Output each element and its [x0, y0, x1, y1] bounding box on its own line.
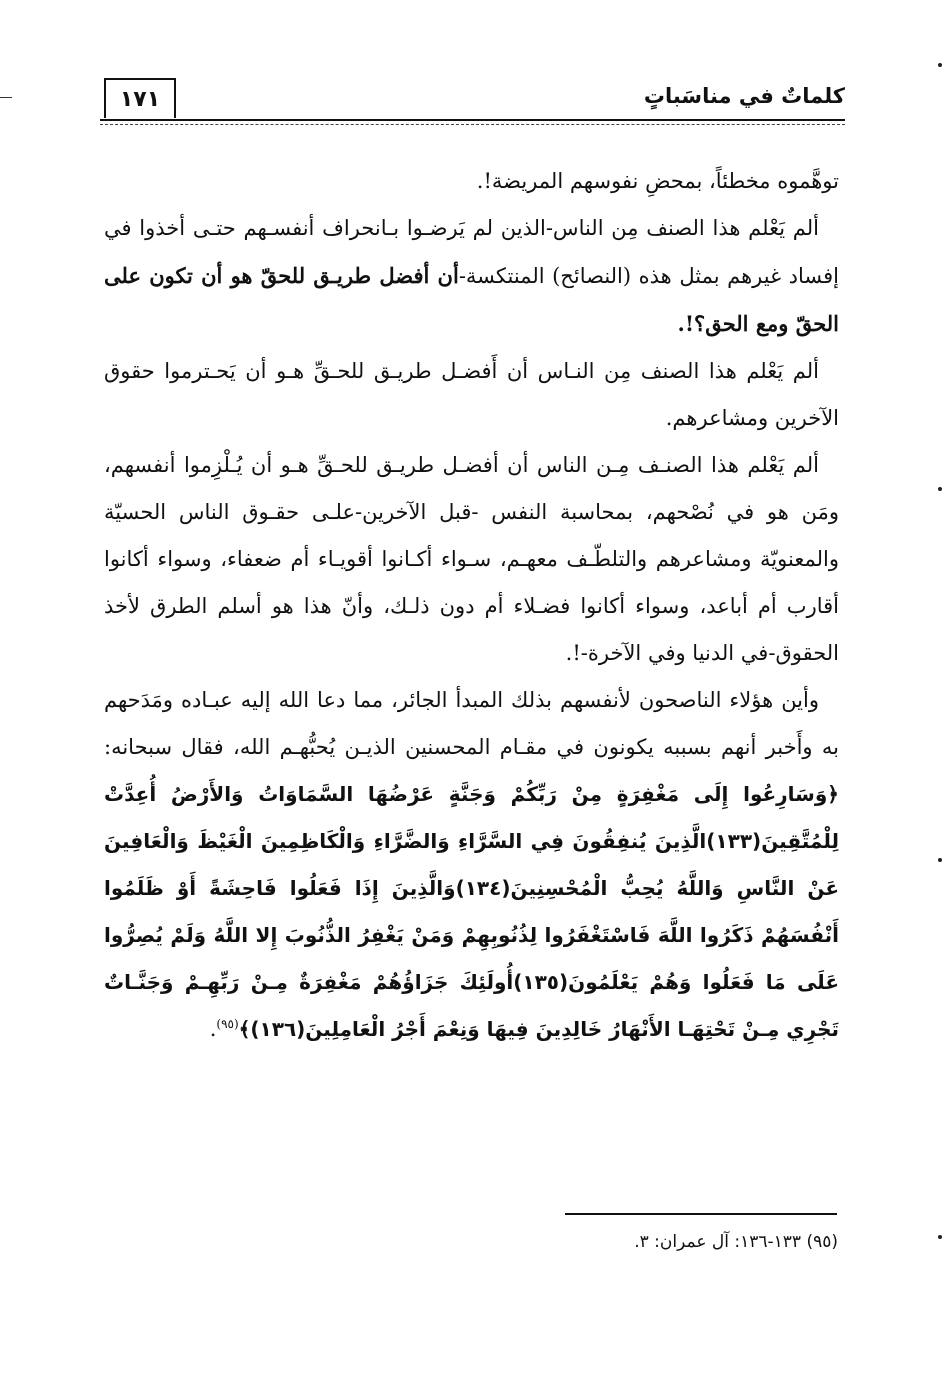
paragraph-5-end: . [209, 1017, 217, 1041]
paragraph-4: ألم يَعْلم هذا الصنـف مِـن الناس أن أفضـل طريـق للحـقِّ هـو أن يُـلْزِموا أنفسهم، ومَن هو في نُصْحهم، بمحاسبة النفس -قبل الآخرين-علـى حقـوق الناس الحسيّة والمعنويّة ومشاعرهم والتلطّـف معهـم، سـواء أكـانوا أقويـاء أم ضعفاء، وسواء أكانوا أقارب أم أباعد، وسواء أكانوا فضـلاء أم دون ذلـك، وأنّ هذا هو أسلم الطرق لأخذ الحقوق-في الدنيا وفي الآخرة-!. [104, 453, 839, 665]
scan-margin-mark [0, 97, 12, 98]
paragraph-2-bold: أن أفضل طريـق للحقّ هو أن تكون على الحقّ ومع الحق؟!. [104, 263, 839, 336]
scan-speck [938, 858, 942, 862]
footnote-reference[interactable]: (٩٥) [216, 1017, 239, 1031]
page-number: ١٧١ [104, 78, 176, 118]
paragraph-1: توهَّموه مخطئاً، بمحضِ نفوسهم المريضة!. [476, 169, 839, 193]
paragraph-2-text: ألم يَعْلم هذا الصنف مِن الناس-الذين لم يَرضـوا بـانحراف أنفسـهم حتـى أخذوا في إفساد غيرهم بمثل هذه (النصائح) المنتكسة- [104, 216, 840, 288]
page-header [100, 70, 845, 130]
header-rule-dashed [100, 124, 845, 125]
footnote: (٩٥) ١٣٣-١٣٦: آل عمران: ٣. [634, 1232, 838, 1252]
body-text [104, 158, 839, 1053]
scan-speck [938, 487, 942, 491]
header-rule [100, 119, 845, 121]
paragraph-5-text: وأين هؤلاء الناصحون لأنفسهم بذلك المبدأ الجائر، مما دعا الله إليه عبـاده ومَدَحهم به وأَخبر أنهم بسببه يكونون في مقـام المحسنين الذيـن يُحبُّهـم الله، فقال سبحانه: [104, 688, 839, 759]
quran-verse: ﴿وَسَارِعُوا إِلَى مَغْفِرَةٍ مِنْ رَبِّكُمْ وَجَنَّةٍ عَرْضُهَا السَّمَاوَاتُ وَالأَرْضُ أُعِدَّتْ لِلْمُتَّقِينَ(١٣٣)الَّذِينَ يُنفِقُونَ فِي السَّرَّاءِ وَالضَّرَّاءِ وَالْكَاظِمِينَ الْغَيْظَ وَالْعَافِينَ عَنْ النَّاسِ وَاللَّهُ يُحِبُّ الْمُحْسِنِينَ(١٣٤)وَالَّذِينَ إِذَا فَعَلُوا فَاحِشَةً أَوْ ظَلَمُوا أَنْفُسَهُمْ ذَكَرُوا اللَّهَ فَاسْتَغْفَرُوا لِذُنُوبِهِمْ وَمَنْ يَغْفِرُ الذُّنُوبَ إِلا اللَّهُ وَلَمْ يُصِرُّوا عَلَى مَا فَعَلُوا وَهُمْ يَعْلَمُونَ(١٣٥)أُولَئِكَ جَزَاؤُهُمْ مَغْفِرَةٌ مِـنْ رَبِّهِـمْ وَجَنَّـاتٌ تَجْرِي مِـنْ تَحْتِهَـا الأَنْهَارُ خَالِدِينَ فِيهَا وَنِعْمَ أَجْرُ الْعَامِلِينَ(١٣٦)﴾ [104, 782, 839, 1041]
paragraph-2 [104, 205, 839, 348]
footnote-separator [565, 1213, 837, 1215]
paragraph-3: ألم يَعْلم هذا الصنف مِن النـاس أن أَفضـل طريـق للحـقِّ هـو أن يَحـترموا حقوق الآخرين ومشاعرهم. [104, 359, 839, 430]
running-title: كلماتٌ في مناسَباتٍ [643, 84, 845, 108]
scan-speck [938, 1235, 942, 1239]
paragraph-5 [104, 677, 839, 1053]
scan-speck [938, 63, 942, 67]
